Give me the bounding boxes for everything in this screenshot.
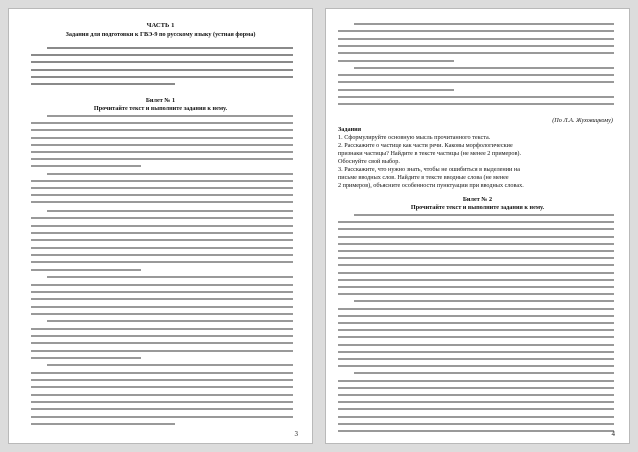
text-line — [31, 269, 141, 271]
text-line — [31, 232, 293, 234]
text-line — [354, 372, 614, 374]
text-line — [31, 416, 293, 418]
author-attribution: (По Л.А. Жуховицкому) — [552, 117, 613, 124]
text-line — [31, 379, 293, 381]
text-line — [47, 47, 293, 49]
text-line — [338, 38, 614, 40]
ticket-1-heading: Билет № 1 — [145, 97, 176, 104]
text-line — [338, 315, 614, 317]
text-line — [31, 239, 293, 241]
text-line — [354, 23, 614, 25]
text-line — [31, 386, 293, 388]
text-line — [354, 300, 614, 302]
text-line — [31, 284, 293, 286]
document-subtitle: Задания для подготовки к ГВЭ-9 по русскому языку (устная форма) — [65, 31, 256, 38]
text-line — [338, 416, 614, 418]
text-line — [338, 380, 614, 382]
text-line — [31, 306, 293, 308]
text-line — [338, 286, 614, 288]
text-line — [31, 401, 293, 403]
left-page — [8, 8, 313, 444]
text-line — [338, 103, 614, 105]
text-line — [31, 165, 141, 167]
text-line — [31, 291, 293, 293]
text-line — [31, 247, 293, 249]
text-line — [338, 243, 614, 245]
text-line — [338, 401, 614, 403]
text-line — [31, 335, 293, 337]
text-line — [338, 45, 614, 47]
text-line — [47, 115, 293, 117]
text-line — [31, 394, 293, 396]
text-line — [31, 144, 293, 146]
text-line — [31, 313, 293, 315]
text-line — [338, 221, 614, 223]
part-title: ЧАСТЬ 1 — [146, 22, 175, 29]
text-line — [338, 74, 614, 76]
text-line — [338, 60, 454, 62]
ticket-1-instruction: Прочитайте текст и выполните задания к нему. — [93, 105, 228, 112]
text-line — [31, 372, 293, 374]
text-line — [338, 52, 614, 54]
text-line — [31, 261, 293, 263]
text-line — [31, 217, 293, 219]
text-line — [338, 89, 454, 91]
tasks-heading: Задания — [338, 126, 362, 133]
text-line — [31, 158, 293, 160]
text-line — [31, 328, 293, 330]
text-line — [338, 81, 614, 83]
text-line — [338, 236, 614, 238]
task-line: 3. Расскажите, что нужно знать, чтобы не ошибиться в выделении на — [338, 166, 520, 173]
text-line — [31, 408, 293, 410]
right-page — [325, 8, 630, 444]
text-line — [338, 387, 614, 389]
text-line — [47, 276, 293, 278]
text-line — [47, 210, 293, 212]
text-line — [31, 194, 293, 196]
text-line — [338, 250, 614, 252]
ticket-2-instruction: Прочитайте текст и выполните задания к нему. — [410, 204, 545, 211]
task-line: Обоснуйте свой выбор. — [338, 158, 400, 165]
page-number: 3 — [294, 430, 298, 438]
text-line — [338, 322, 614, 324]
text-line — [31, 298, 293, 300]
text-line — [338, 279, 614, 281]
ticket-2-heading: Билет № 2 — [462, 196, 493, 203]
text-line — [354, 67, 614, 69]
task-line: 1. Сформулируйте основную мысль прочитанного текста. — [338, 134, 491, 141]
text-line — [338, 344, 614, 346]
text-line — [47, 320, 293, 322]
text-line — [47, 364, 293, 366]
text-line — [31, 61, 293, 63]
text-line — [31, 180, 293, 182]
text-line — [338, 293, 614, 295]
text-line — [31, 137, 293, 139]
text-line — [338, 365, 614, 367]
text-line — [31, 151, 293, 153]
text-line — [338, 30, 614, 32]
text-line — [338, 264, 614, 266]
text-line — [31, 69, 293, 71]
text-line — [338, 228, 614, 230]
text-line — [31, 83, 175, 85]
text-line — [354, 214, 614, 216]
text-line — [31, 129, 293, 131]
task-line: 2 примеров), объясните особенности пунктуации при вводных словах. — [338, 182, 524, 189]
text-line — [338, 329, 614, 331]
page-number: 4 — [611, 430, 615, 438]
task-line: письме вводных слов. Найдите в тексте вводные слова (не менее — [338, 174, 509, 181]
text-line — [31, 350, 293, 352]
text-line — [31, 342, 293, 344]
text-line — [338, 272, 614, 274]
text-line — [338, 351, 614, 353]
text-line — [31, 122, 293, 124]
text-line — [31, 76, 293, 78]
text-line — [338, 408, 614, 410]
text-line — [338, 394, 614, 396]
text-line — [31, 225, 293, 227]
text-line — [31, 357, 141, 359]
text-line — [338, 358, 614, 360]
text-line — [338, 96, 614, 98]
text-line — [31, 54, 293, 56]
text-line — [338, 430, 614, 432]
text-line — [31, 201, 293, 203]
text-line — [338, 423, 614, 425]
text-line — [31, 423, 175, 425]
text-line — [31, 187, 293, 189]
text-line — [31, 254, 293, 256]
task-line: признаки частицы? Найдите в тексте частицы (не менее 2 примеров). — [338, 150, 522, 157]
text-line — [47, 173, 293, 175]
text-line — [338, 336, 614, 338]
text-line — [338, 308, 614, 310]
text-line — [338, 257, 614, 259]
task-line: 2. Расскажите о частице как части речи. Каковы морфологические — [338, 142, 513, 149]
